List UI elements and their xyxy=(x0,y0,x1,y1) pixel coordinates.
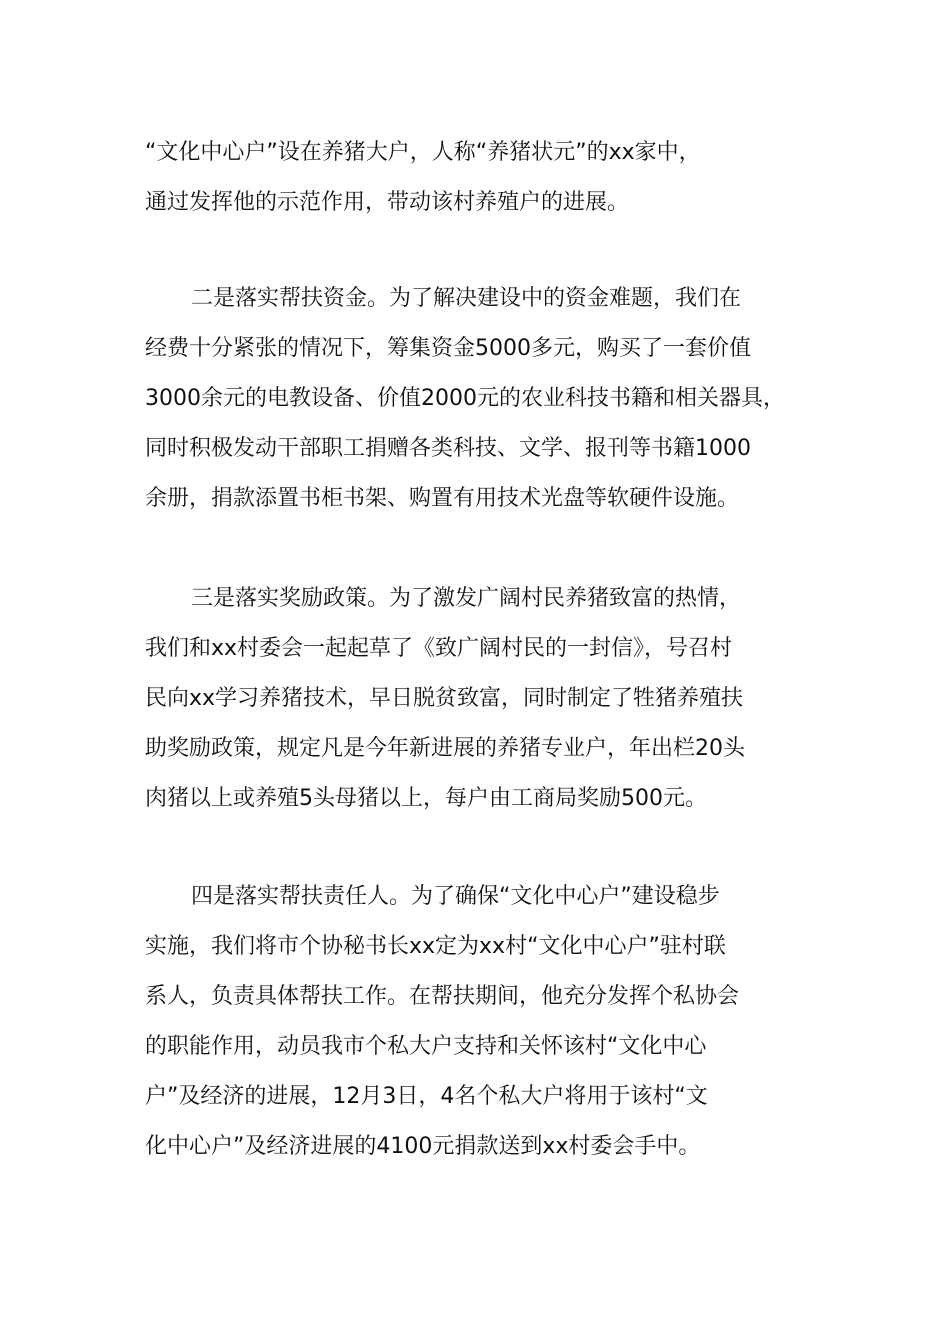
paragraph-3 xyxy=(145,574,825,824)
paragraph-4 xyxy=(145,872,825,1172)
text-line: 肉猪以上或养殖5头母猪以上，每户由工商局奖励500元。 xyxy=(145,786,707,811)
text-line: 通过发挥他的示范作用，带动该村养殖户的进展。 xyxy=(145,190,630,215)
text-line: 经费十分紧张的情况下，筹集资金5000多元，购买了一套价值 xyxy=(145,336,751,361)
text-line: 户”及经济的进展，12月3日，4名个私大户将用于该村“文 xyxy=(145,1084,708,1109)
text-line: 我们和xx村委会一起起草了《致广阔村民的一封信》，号召村 xyxy=(145,636,733,661)
text-line: 实施，我们将市个协秘书长xx定为xx村“文化中心户”驻村联 xyxy=(145,934,726,959)
paragraph-1 xyxy=(145,128,825,228)
text-line: 同时积极发动干部职工捐赠各类科技、文学、报刊等书籍1000 xyxy=(145,436,751,461)
text-line: 的职能作用，动员我市个私大户支持和关怀该村“文化中心 xyxy=(145,1034,707,1059)
text-line: 系人，负责具体帮扶工作。在帮扶期间，他充分发挥个私协会 xyxy=(145,984,740,1009)
text-line: 民向xx学习养猪技术，早日脱贫致富，同时制定了牲猪养殖扶 xyxy=(145,686,744,711)
text-line: 余册，捐款添置书柜书架、购置有用技术光盘等软硬件设施。 xyxy=(145,486,740,511)
text-line: “文化中心户”设在养猪大户，人称“养猪状元”的xx家中， xyxy=(145,140,701,165)
paragraph-2 xyxy=(145,274,825,524)
text-line: 3000余元的电教设备、价值2000元的农业科技书籍和相关器具， xyxy=(145,386,785,411)
text-line: 助奖励政策，规定凡是今年新进展的养猪专业户，年出栏20头 xyxy=(145,736,745,761)
text-line: 四是落实帮扶责任人。为了确保“文化中心户”建设稳步 xyxy=(191,884,720,909)
text-line: 化中心户”及经济进展的4100元捐款送到xx村委会手中。 xyxy=(145,1134,701,1159)
text-line: 三是落实奖励政策。为了激发广阔村民养猪致富的热情， xyxy=(191,586,742,611)
text-line: 二是落实帮扶资金。为了解决建设中的资金难题，我们在 xyxy=(191,286,742,311)
